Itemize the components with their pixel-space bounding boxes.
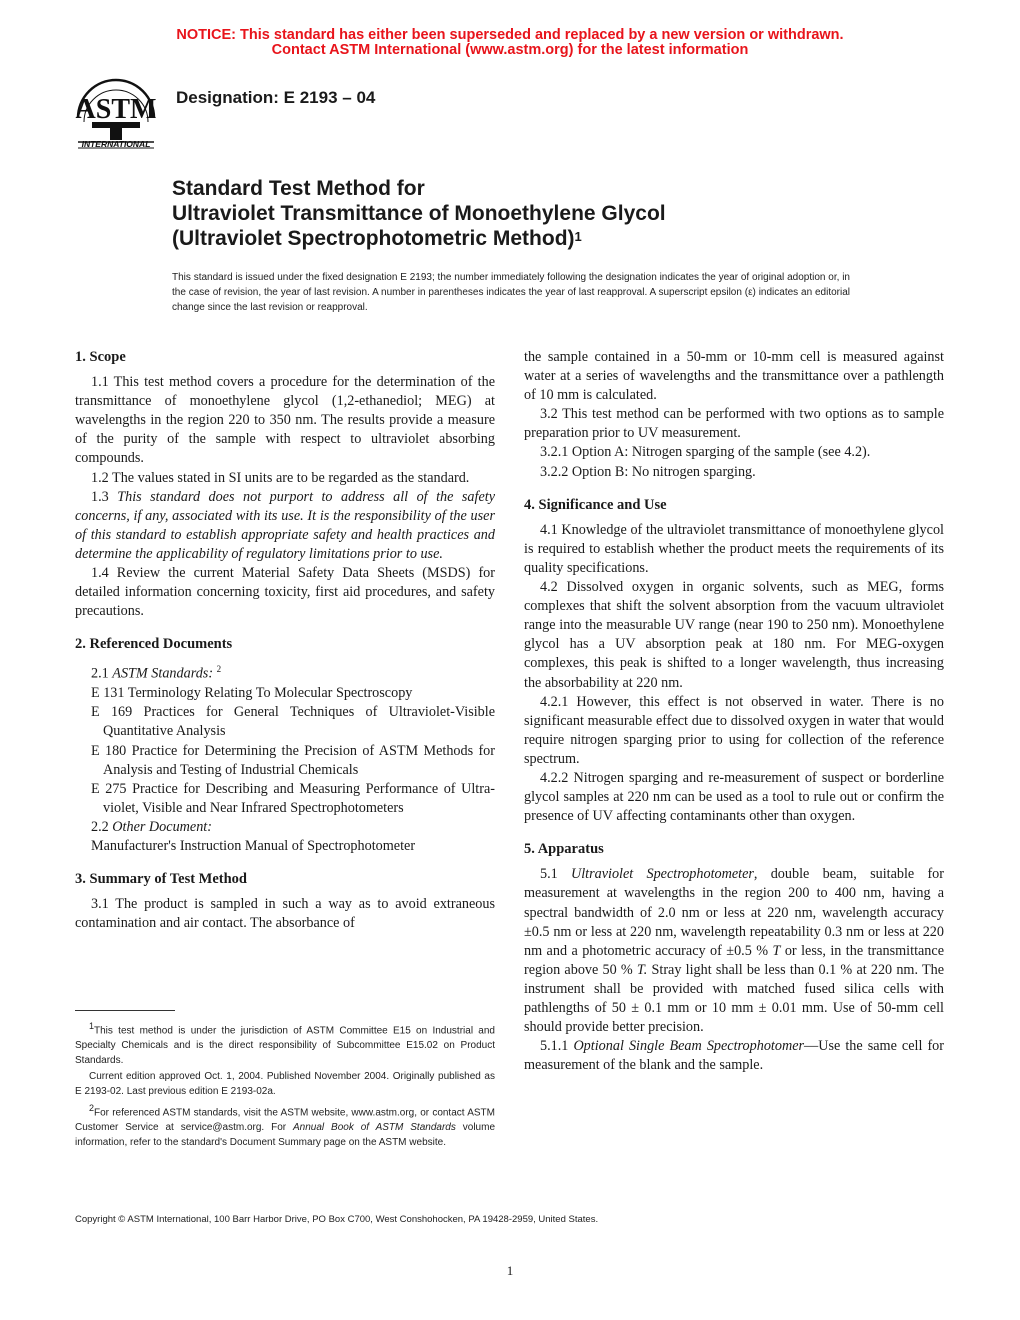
para-4-2-2: 4.2.2 Nitrogen sparging and re-measurement of suspect or borderline glycol samples at 220 nm can be used as a tool to rule out or confirm the presence of UV affecting contaminants other than oxygen. (524, 769, 944, 825)
para-3-1-cont: the sample contained in a 50-mm or 10-mm cell is measured against water at a series of wavelengths and the transmittance over a pathlength of 10 mm is calculated. (524, 349, 944, 404)
column-left (75, 348, 495, 933)
notice-line-2: Contact ASTM International (www.astm.org) for the latest information (271, 42, 749, 58)
preamble: This standard is issued under the fixed designation E 2193; the number immediately following the designation indicates the year of original adoption or, in the case of revision, the year of last revision. A number in parentheses indicates the year of last reapproval. A superscript epsilon (ε) indicates an editorial change since the last revision or reapproval. (172, 272, 850, 313)
document-title (172, 176, 666, 251)
para-1-3: 1.3 This standard does not purport to address all of the safety concerns, if any, associated with its use. It is the responsibility of the user of this standard to establish appropriate safety and health practices and determine the applicability of regulatory limitations prior to use. (75, 488, 495, 562)
section-4-heading: 4. Significance and Use (524, 496, 667, 513)
para-3-2-2: 3.2.2 Option B: No nitrogen sparging. (540, 463, 756, 480)
footnote-rule (75, 1010, 175, 1011)
title-line-2: Ultraviolet Transmittance of Monoethylene Glycol (172, 202, 666, 225)
para-5-1-1: 5.1.1 Optional Single Beam Spectrophotomer—Use the same cell for measurement of the blank and the sample. (524, 1038, 944, 1074)
title-line-3: (Ultraviolet Spectrophotometric Method)$^1$ (172, 227, 582, 250)
section-3-heading: 3. Summary of Test Method (75, 871, 247, 888)
para-5-1: 5.1 Ultraviolet Spectrophotometer, double beam, suitable for measurement at wavelengths in the region 200 to 400 nm, having a spectral bandwidth of 2.0 nm or less at 220 nm, wavelength accuracy ±0.5 nm or less at 220 nm, wavelength repeatability 0.3 nm or less at 220 nm and a photometric accuracy of ±0.5 % T or less, in the transmittance region above 50 % T. Stray light shall be less than 0.1 % at 220 nm. The instrument shall be provided with matched fused silica cells with pathlengths of 50 ± 0.1 mm or 10 mm ± 0.01 mm. Use of 50-mm cell should provide better precision. (524, 866, 945, 1036)
footnote-1b: Current edition approved Oct. 1, 2004. Published November 2004. Originally published as E 2193-02. Last previous edition E 2193-02a. (75, 1071, 495, 1097)
para-2-1: 2.1 ASTM Standards: $^2$ (91, 664, 222, 683)
copyright: Copyright © ASTM International, 100 Barr Harbor Drive, PO Box C700, West Conshohocken, PA 19428-2959, United States. (75, 1214, 599, 1225)
para-2-2: 2.2 Other Document: (91, 818, 212, 835)
notice-line-1: NOTICE: This standard has either been superseded and replaced by a new version or withdrawn. (176, 27, 844, 43)
para-1-4: 1.4 Review the current Material Safety Data Sheets (MSDS) for detailed information concerning toxicity, first aid procedures, and safety precautions. (75, 565, 495, 620)
footnote-2: $^2$For referenced ASTM standards, visit the ASTM website, www.astm.org, or contact ASTM Customer Service at service@astm.org. For Annual Book of ASTM Standards volume information, refer to the standard's Document Summary page on the ASTM website. (75, 1103, 496, 1148)
para-4-2: 4.2 Dissolved oxygen in organic solvents, such as MEG, forms complexes that shift the solvent absorption from the vacuum ultraviolet range into the measurable UV range (near 190 to 250 nm). Monoethylene glycol has a UV absorption peak at 180 nm. For MEG-oxygen complexes, this peak is shifted to a longer wavelength, thus increasing the absorbability at 220 nm. (524, 579, 944, 691)
logo-caption: INTERNATIONAL (81, 139, 151, 149)
page-number: 1 (506, 1263, 514, 1278)
title-line-1: Standard Test Method for (172, 177, 425, 200)
footnote-1: $^1$This test method is under the jurisdiction of ASTM Committee E15 on Industrial and Specialty Chemicals and is the direct responsibility of Subcommittee E15.02 on Product Standards. (75, 1021, 495, 1066)
logo-mark: ASTM (75, 94, 157, 125)
para-3-2: 3.2 This test method can be performed with two options as to sample preparation prior to UV measurement. (524, 406, 944, 442)
section-1-heading: 1. Scope (75, 349, 126, 365)
column-right (524, 348, 944, 1075)
footnotes (75, 1019, 495, 1152)
section-2-heading: 2. Referenced Documents (75, 636, 233, 653)
ref-e169: E 169 Practices for General Techniques of Ultraviolet-Visible Quantitative Analysis (91, 704, 495, 740)
para-1-1: 1.1 This test method covers a procedure for the determination of the transmittance of monoethylene glycol (1,2-ethanediol; MEG) at wavelengths in the region 220 to 350 nm. The results provide a measure of the purity of the sample with respect to ultraviolet absorbing compounds. (75, 374, 495, 467)
section-5-heading: 5. Apparatus (524, 841, 604, 858)
ref-e131: E 131 Terminology Relating To Molecular Spectroscopy (91, 685, 413, 702)
astm-logo-icon (68, 72, 164, 152)
para-4-1: 4.1 Knowledge of the ultraviolet transmittance of monoethylene glycol is required to establish whether the product meets the requirements of its quality specifications. (524, 521, 944, 576)
para-4-2-1: 4.2.1 However, this effect is not observed in water. There is no significant measurable effect due to dissolved oxygen in water that would require nitrogen sparging prior to using for collection of the reference spectrum. (524, 693, 944, 767)
ref-e275: E 275 Practice for Describing and Measuring Performance of Ultra-violet, Visible and Near Infrared Spectrophotometers (91, 780, 495, 816)
para-3-2-1: 3.2.1 Option A: Nitrogen sparging of the sample (see 4.2). (540, 444, 871, 461)
para-3-1: 3.1 The product is sampled in such a way as to avoid extraneous contamination and air contact. The absorbance of (75, 896, 495, 932)
designation: Designation: E 2193 – 04 (176, 88, 376, 107)
para-1-2: 1.2 The values stated in SI units are to be regarded as the standard. (91, 469, 470, 486)
ref-manual: Manufacturer's Instruction Manual of Spectrophotometer (91, 837, 416, 854)
ref-e180: E 180 Practice for Determining the Precision of ASTM Methods for Analysis and Testing of Industrial Chemicals (91, 742, 495, 778)
title-footnote-mark: 1 (574, 229, 582, 244)
